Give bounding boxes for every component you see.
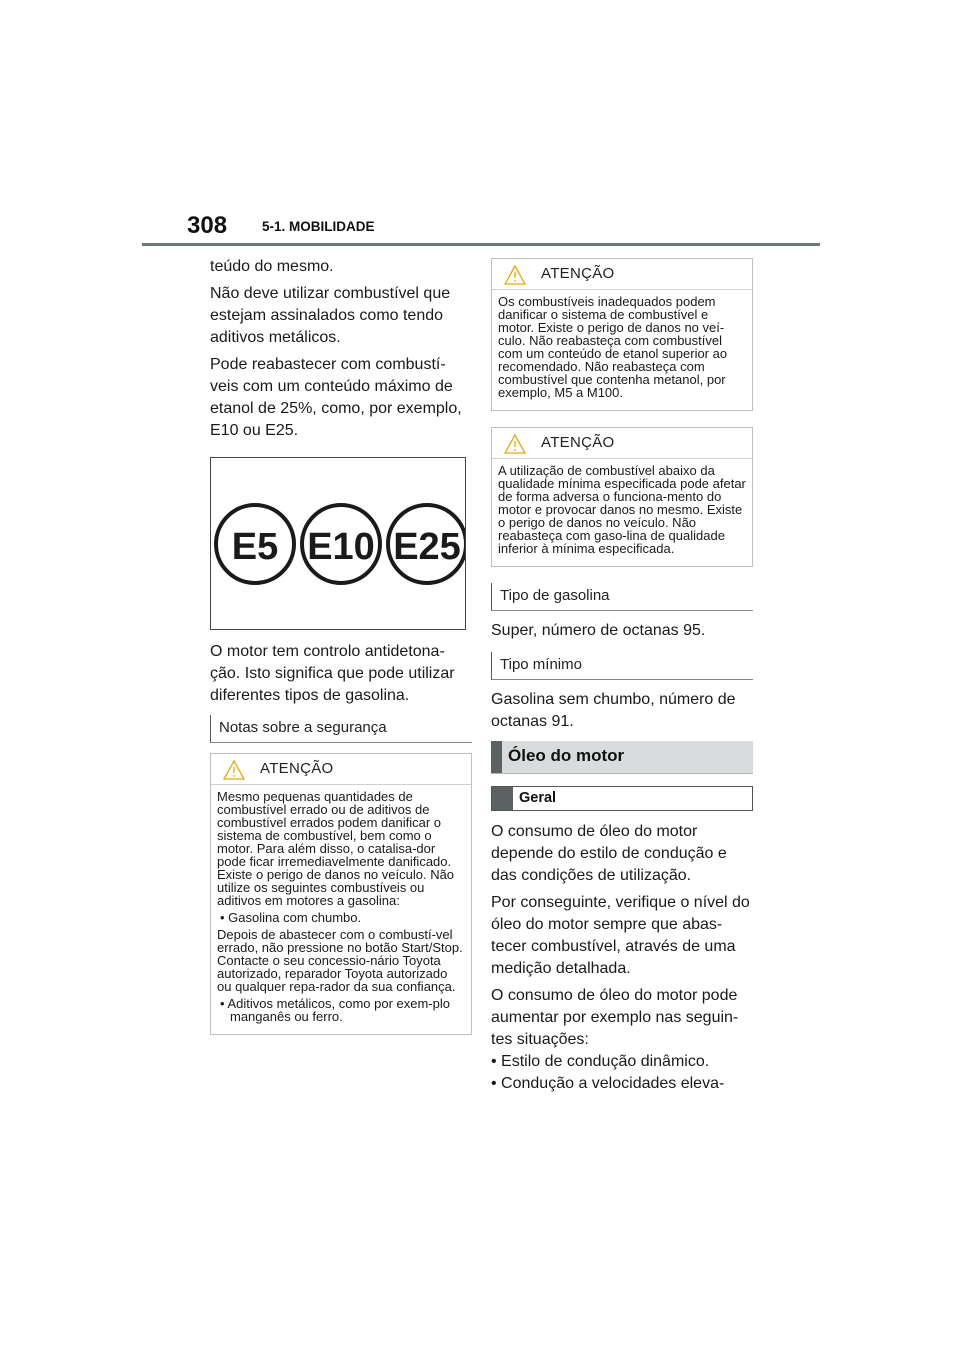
warning-box-right-2 bbox=[491, 427, 753, 567]
left-paragraph-4: O motor tem controlo antidetona-ção. Isto significa que pode utilizar diferentes tipos de gasolina. bbox=[210, 643, 455, 704]
warning-text-1: Mesmo pequenas quantidades de combustível errado ou de aditivos de combustível errados podem danificar o sistema de combustível, bem como o motor. Para além disso, o catalisa-dor pode ficar irremediavelmente danificado. Existe o perigo de danos no veículo. Não utilize os seguintes combustíveis ou aditivos em motores a gasolina: bbox=[217, 789, 455, 908]
warning-triangle-icon bbox=[223, 760, 245, 780]
oil-section-heading bbox=[491, 741, 753, 774]
warning-label: ATENÇÃO bbox=[541, 265, 615, 282]
list-item: • Estilo de condução dinâmico. bbox=[491, 1053, 710, 1070]
warning-label: ATENÇÃO bbox=[541, 434, 615, 451]
warning-body bbox=[211, 785, 471, 1034]
warning-header bbox=[211, 754, 471, 785]
warning-body bbox=[492, 459, 752, 566]
left-paragraph-1: teúdo do mesmo. bbox=[210, 258, 334, 275]
left-column bbox=[210, 256, 472, 1051]
left-paragraph-3: Pode reabastecer com combustí-veis com um conteúdo máximo de etanol de 25%, como, por exemplo, E10 ou E25. bbox=[210, 356, 462, 439]
e5-label: E5 bbox=[231, 526, 279, 568]
warning-box-right-1 bbox=[491, 258, 753, 411]
list-item: • Condução a velocidades eleva- bbox=[491, 1075, 725, 1092]
e10-label: E10 bbox=[307, 526, 375, 568]
fuel-type-heading: Tipo de gasolina bbox=[491, 583, 753, 611]
min-type-heading: Tipo mínimo bbox=[491, 652, 753, 680]
warning-text: Os combustíveis inadequados podem danificar o sistema de combustível e motor. Existe o perigo de danos no veí-culo. Não reabasteça com combustível com um conteúdo de etanol superior ao recomendado. Não reabasteça com combustível que contenha metanol, por exemplo, M5 a M100. bbox=[498, 294, 728, 400]
warning-label: ATENÇÃO bbox=[260, 760, 334, 777]
general-heading-text: Geral bbox=[519, 790, 557, 806]
warning-box-left bbox=[210, 753, 472, 1035]
oil-paragraph-2: Por conseguinte, verifique o nível do óleo do motor sempre que abas-tecer combustível, através de uma medição detalhada. bbox=[491, 894, 750, 977]
warning-triangle-icon bbox=[504, 265, 526, 285]
safety-notes-heading: Notas sobre a segurança bbox=[210, 715, 472, 743]
warning-text: A utilização de combustível abaixo da qualidade mínima especificada pode afetar de forma adversa o funciona-mento do motor e provocar danos no mesmo. Existe o perigo de danos no veículo. Não reabasteça com gaso-lina de qualidade inferior à mínima especificada. bbox=[498, 463, 746, 556]
warning-bullet-1: • Gasolina com chumbo. bbox=[220, 910, 362, 925]
left-paragraph-2: Não deve utilizar combustível que estejam assinalados como tendo aditivos metálicos. bbox=[210, 285, 451, 346]
right-column bbox=[491, 258, 753, 1095]
fuel-type-text: Super, número de octanas 95. bbox=[491, 622, 706, 639]
oil-paragraph-1: O consumo de óleo do motor depende do estilo de condução e das condições de utilização. bbox=[491, 823, 727, 884]
warning-body bbox=[492, 290, 752, 410]
warning-header bbox=[492, 259, 752, 290]
oil-heading-text: Óleo do motor bbox=[508, 746, 625, 765]
warning-header bbox=[492, 428, 752, 459]
subheading-accent bbox=[492, 787, 513, 810]
page-number: 308 bbox=[187, 212, 228, 239]
warning-triangle-icon bbox=[504, 434, 526, 454]
header-rule bbox=[142, 243, 820, 246]
warning-text-2: Depois de abastecer com o combustí-vel errado, não pressione no botão Start/Stop. Contacte o seu concessio-nário Toyota autorizado, reparador Toyota autorizado ou qualquer repa-rador da sua confiança. bbox=[217, 927, 463, 994]
ethanol-label-illustration bbox=[211, 458, 465, 629]
warning-bullet-2: • Aditivos metálicos, como por exem-plo manganês ou ferro. bbox=[220, 996, 450, 1024]
e25-label: E25 bbox=[393, 526, 461, 568]
heading-accent bbox=[491, 741, 502, 773]
general-subheading bbox=[491, 786, 753, 811]
fuel-label-figure bbox=[210, 457, 466, 630]
oil-paragraph-3: O consumo de óleo do motor pode aumentar por exemplo nas seguin-tes situações: bbox=[491, 987, 739, 1048]
section-title: 5-1. MOBILIDADE bbox=[262, 219, 375, 234]
min-type-text: Gasolina sem chumbo, número de octanas 91. bbox=[491, 691, 736, 730]
